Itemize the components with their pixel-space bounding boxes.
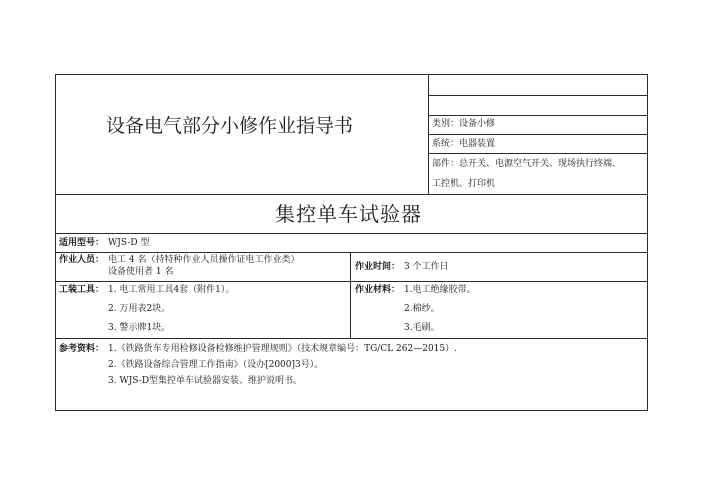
document-title: 设备电气部分小修作业指导书: [106, 115, 354, 137]
tools-label: 工装工具：: [59, 285, 105, 295]
device-name: 集控单车试验器: [275, 202, 422, 226]
rule-device-bottom: [55, 233, 648, 234]
reference-item: 3. WJS-D型集控单车试验器安装、维护说明书。: [108, 376, 303, 386]
reference-item: 2.《铁路设备综合管理工作指南》（设办[2000]3号）。: [108, 360, 324, 370]
materials-item: 1.电工绝缘胶带。: [404, 285, 476, 295]
work-time-value: 3 个工作日: [404, 262, 449, 272]
rule-header-right-3: [428, 134, 648, 135]
rule-header-right-4: [428, 153, 648, 154]
tools-item: 1. 电工常用工具4套（附件1）。: [108, 285, 235, 295]
rule-bottom: [55, 410, 648, 411]
category-text: 类别：设备小修: [432, 119, 496, 129]
materials-item: 2.棉纱。: [404, 304, 440, 314]
personnel-label: 作业人员：: [59, 255, 105, 265]
rule-header-bottom: [55, 194, 648, 195]
personnel-line1: 电工 4 名（持特种作业人员操作证电工作业类）: [108, 255, 300, 265]
parts-text-line1: 部件：总开关、电源空气开关、现场执行终端、: [432, 159, 622, 169]
rule-header-split: [428, 74, 429, 195]
model-value: WJS-D 型: [108, 238, 150, 248]
rule-header-right-2: [428, 115, 648, 116]
rule-personnel-bottom: [55, 281, 648, 282]
rule-header-right-1: [428, 95, 648, 96]
tools-item: 2. 万用表2块。: [108, 304, 171, 314]
rule-top: [55, 74, 648, 75]
parts-text-line2: 工控机、打印机: [432, 179, 496, 189]
rule-middle-split: [350, 252, 351, 339]
tools-item: 3. 警示牌1块。: [108, 323, 171, 333]
materials-label: 作业材料：: [355, 285, 401, 295]
rule-right: [647, 74, 648, 411]
reference-item: 1.《铁路货车专用检修设备检修维护管理规则》（技术规章编号：TG/CL 262—2015）.: [108, 344, 457, 354]
system-text: 系统：电器装置: [432, 139, 496, 149]
personnel-line2: 设备使用者 1 名: [108, 267, 174, 277]
rule-model-bottom: [55, 252, 648, 253]
model-label: 适用型号：: [59, 238, 105, 248]
rule-tools-bottom: [55, 338, 648, 339]
references-label: 参考资料：: [59, 344, 105, 354]
work-time-label: 作业时间：: [355, 262, 401, 272]
rule-left: [55, 74, 56, 411]
materials-item: 3.毛刷。: [404, 323, 440, 333]
